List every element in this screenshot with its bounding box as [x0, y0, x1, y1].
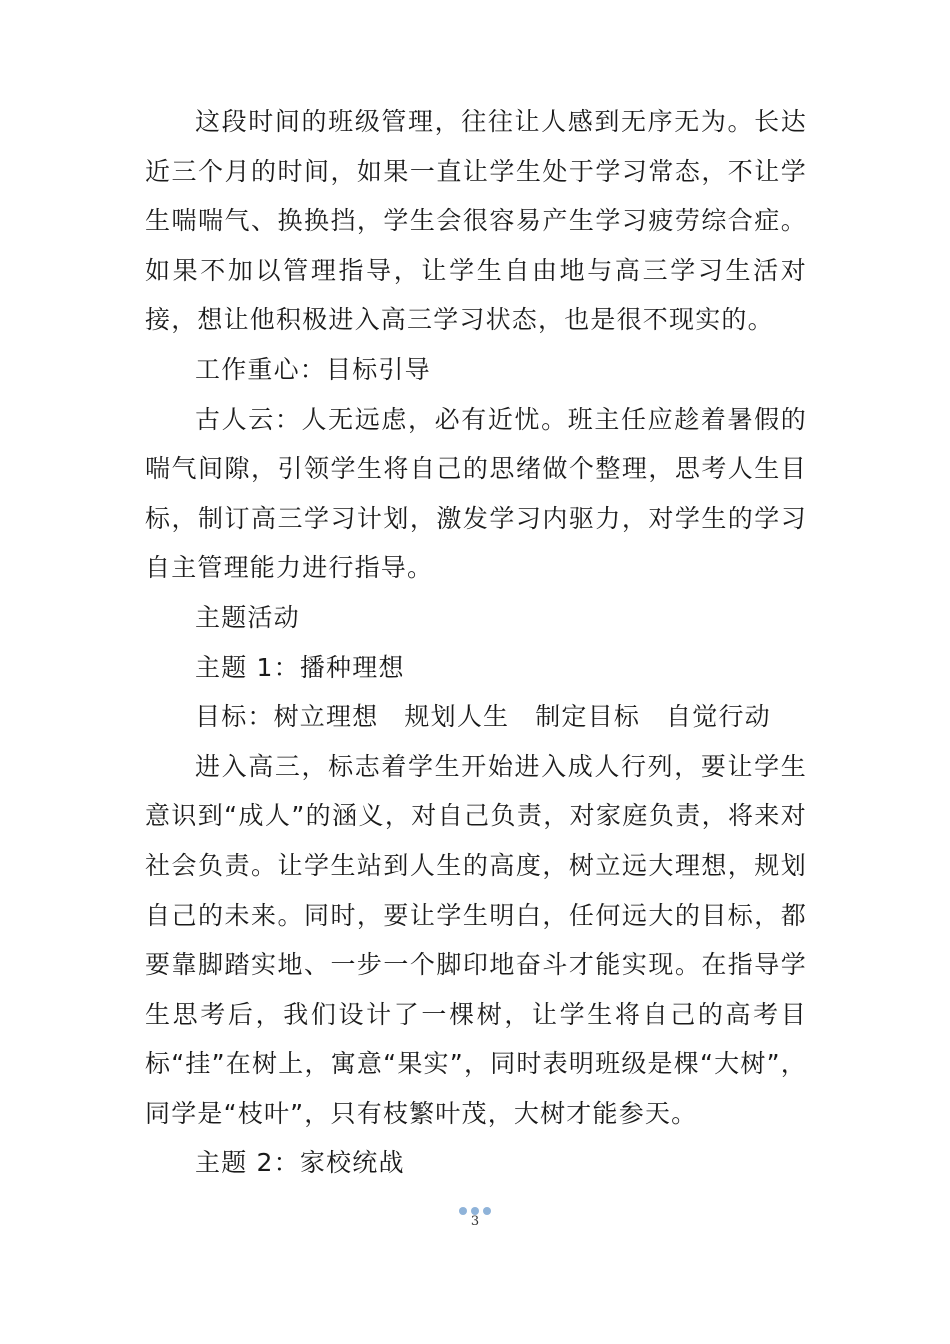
goal-item: 树立理想 [273, 702, 379, 732]
document-body [145, 97, 807, 1188]
paragraph-ancient-saying: 古人云：人无远虑，必有近忧。班主任应趁着暑假的喘气间隙，引领学生将自己的思绪做个整理，思考人生目标，制订高三学习计划，激发学习内驱力，对学生的学习自主管理能力进行指导。 [145, 404, 807, 583]
paragraph-entering-senior-year: 进入高三，标志着学生开始进入成人行列，要让学生意识到“成人”的涵义，对自己负责，对家庭负责，将来对社会负责。让学生站到人生的高度，树立远大理想，规划自己的未来。同时，要让学生明白，任何远大的目标，都要靠脚踏实地、一步一个脚印地奋斗才能实现。在指导学生思考后，我们设计了一棵树，让学生将自己的高考目标“挂”在树上，寓意“果实”，同时表明班级是棵“大树”，同学是“枝叶”，只有枝繁叶茂，大树才能参天。 [145, 751, 807, 1128]
paragraph-class-management: 这段时间的班级管理，往往让人感到无序无为。长达近三个月的时间，如果一直让学生处于学习常态，不让学生喘喘气、换换挡，学生会很容易产生学习疲劳综合症。如果不加以管理指导，让学生自由地与高三学习生活对接，想让他积极进入高三学习状态，也是很不现实的。 [145, 107, 807, 335]
heading-theme-1: 主题 1：播种理想 [195, 652, 405, 682]
goals-line [145, 692, 807, 742]
heading-work-focus: 工作重心：目标引导 [195, 354, 431, 384]
footer-dots-decoration [0, 1200, 950, 1212]
goal-item: 自觉行动 [666, 702, 771, 732]
heading-theme-2: 主题 2：家校统战 [195, 1148, 405, 1178]
heading-theme-activities: 主题活动 [195, 602, 300, 632]
page-number: 3 [470, 1214, 480, 1229]
goals-label: 目标： [195, 702, 274, 732]
goal-item: 制定目标 [535, 702, 641, 732]
goal-item: 规划人生 [404, 702, 510, 732]
